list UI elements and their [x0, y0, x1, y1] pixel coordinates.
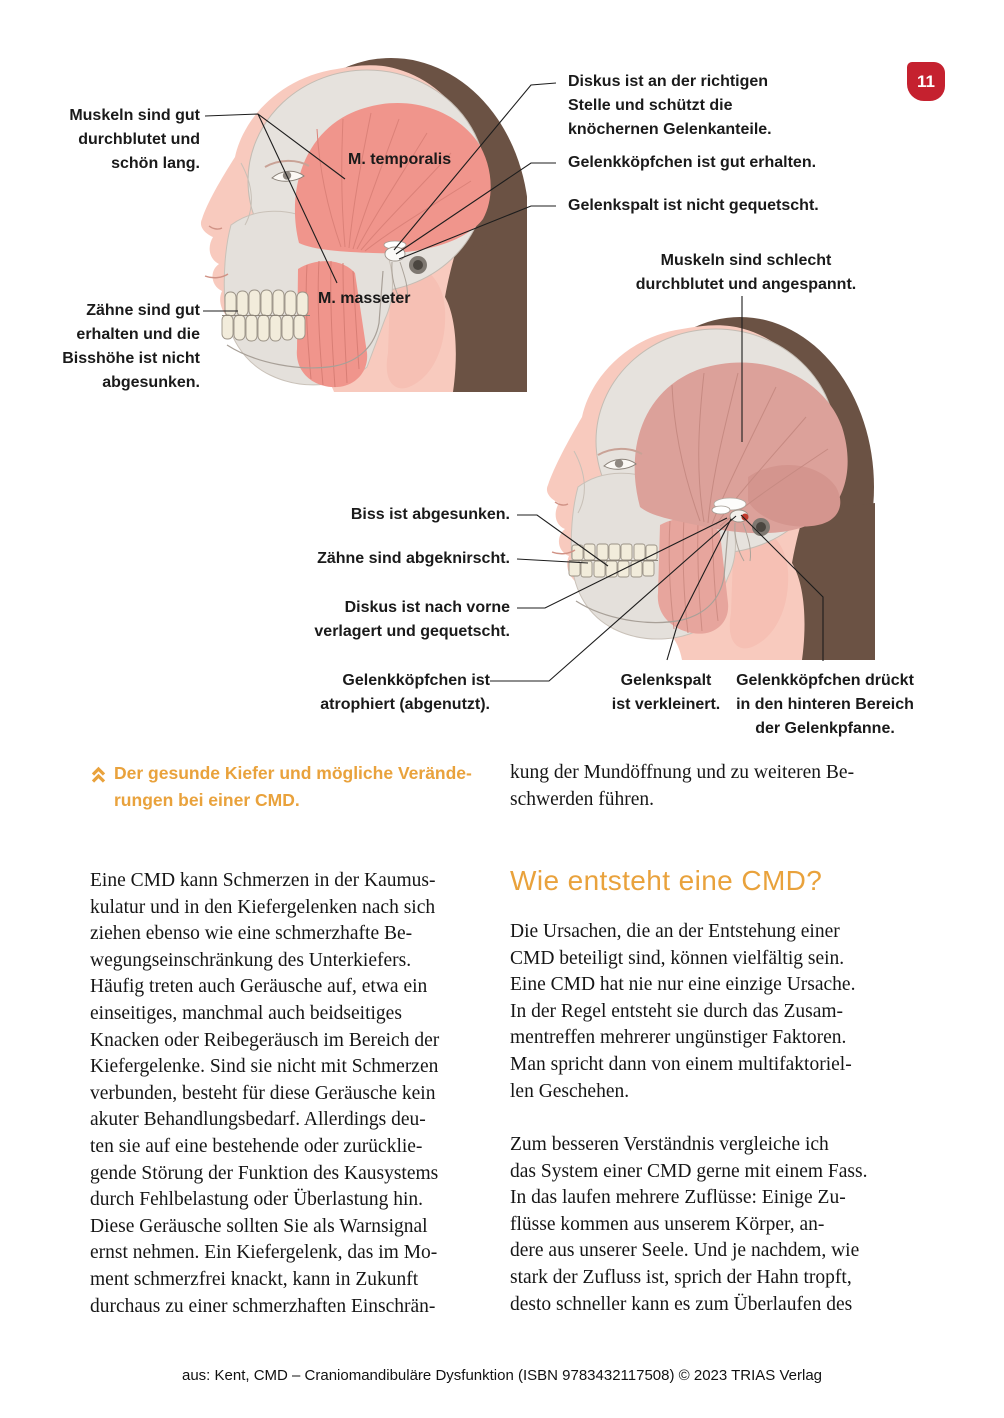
label-cmd-disc: Diskus ist nach vorne verlagert und gequetscht.: [314, 599, 510, 640]
lower-teeth: [222, 315, 305, 341]
label-cmd-joint-space: Gelenkspalt ist verkleinert.: [611, 672, 721, 713]
cmd-jaw-illustration: [540, 315, 875, 660]
label-cmd-condyle: Gelenkköpfchen ist atrophiert (abgenutzt).: [320, 672, 490, 713]
ear-canal-inner: [756, 522, 766, 532]
figure-caption-text: Der gesunde Kiefer und mögliche Verände- rungen bei einer CMD.: [114, 763, 472, 810]
label-cmd-bite: Biss ist abgesunken.: [350, 506, 510, 523]
page-number-badge: 11: [907, 62, 945, 101]
healthy-jaw-illustration: [195, 57, 527, 392]
label-healthy-disc: Diskus ist an der richtigen Stelle und schützt die knöchernen Gelenkanteile.: [568, 73, 772, 138]
chevron-up-double-icon: [90, 765, 107, 814]
iris: [283, 171, 291, 179]
displaced-disc: [712, 506, 730, 514]
section-heading: Wie entsteht eine CMD?: [510, 865, 823, 896]
label-cmd-teeth: Zähne sind abgeknirscht.: [317, 550, 510, 567]
label-healthy-muscles: Muskeln sind gut durchblutet und schön lang.: [69, 107, 200, 172]
ear-canal-inner: [413, 260, 423, 270]
upper-teeth: [572, 544, 657, 560]
label-cmd-condyle-pressing: Gelenkköpfchen drückt in den hinteren Bereich der Gelenkpfanne.: [736, 672, 914, 737]
right-column-continuation: kung der Mundöffnung und zu weiteren Be- schwerden führen.: [510, 762, 855, 810]
label-m-masseter: M. masseter: [318, 290, 411, 307]
label-healthy-teeth: Zähne sind gut erhalten und die Bisshöhe ist nicht abgesunken.: [62, 302, 200, 391]
footer-credit: aus: Kent, CMD – Craniomandibuläre Dysfunktion (ISBN 9783432117508) © 2023 TRIAS Verlag: [181, 1367, 823, 1384]
figure-caption: [90, 760, 480, 814]
pressure-spot: [742, 514, 749, 521]
condyle: [385, 247, 405, 261]
label-healthy-joint-space: Gelenkspalt ist nicht gequetscht.: [568, 197, 819, 214]
lower-teeth: [569, 561, 654, 577]
label-m-temporalis: M. temporalis: [348, 151, 452, 168]
left-column-paragraph: Eine CMD kann Schmerzen in der Kaumus- kulatur und in den Kiefergelenken nach sich ziehen ebenso wie eine schmerzhafte Be- wegungseinschränkung des Unterkiefers. Häufig treten auch Geräusche auf, etwa ein einseitiges, manchmal auch beidseitiges Knacken oder Reibegeräusch im Bereich der Kiefergelenke. Sind sie nicht mit Schmerzen verbunden, besteht für diese Geräusche kein akuter Behandlungsbedarf. Allerdings deu- ten sie auf eine bestehende oder zurücklie- gende Störung der Funktion des Kausystems durch Fehlbelastung oder Überlastung hin. Diese Geräusche sollten Sie als Warnsignal ernst nehmen. Ein Kiefergelenk, das im Mo- ment schmerzfrei knackt, kann in Zukunft durchaus zu einer schmerzhaften Einschrän-: [90, 870, 440, 1317]
right-column-paragraph-2: Zum besseren Verständnis vergleiche ich das System einer CMD gerne mit einem Fass. In das laufen mehrere Zuflüsse: Einige Zu- flüsse kommen aus unserem Körper, an- dere aus unserer Seele. Und je nachdem, wie stark der Zufluss ist, sprich der Hahn tropft, desto schneller kann es zum Überlaufen des: [510, 1134, 868, 1315]
upper-teeth: [225, 290, 308, 316]
figure-cmd-jaw: [540, 315, 875, 660]
figure-healthy-jaw: [195, 57, 527, 392]
right-column-paragraph-1: Die Ursachen, die an der Entstehung einer CMD beteiligt sind, können vielfältig sein. Eine CMD hat nie nur eine einzige Ursache. In der Regel entsteht sie durch das Zusam- mentreffen mehrerer ungünstiger Faktoren. Man spricht dann von einem multifaktoriel- len Geschehen.: [510, 921, 856, 1102]
iris: [615, 459, 623, 467]
label-cmd-muscles: Muskeln sind schlecht durchblutet und angespannt.: [635, 252, 857, 293]
label-healthy-condyle: Gelenkköpfchen ist gut erhalten.: [568, 154, 817, 171]
